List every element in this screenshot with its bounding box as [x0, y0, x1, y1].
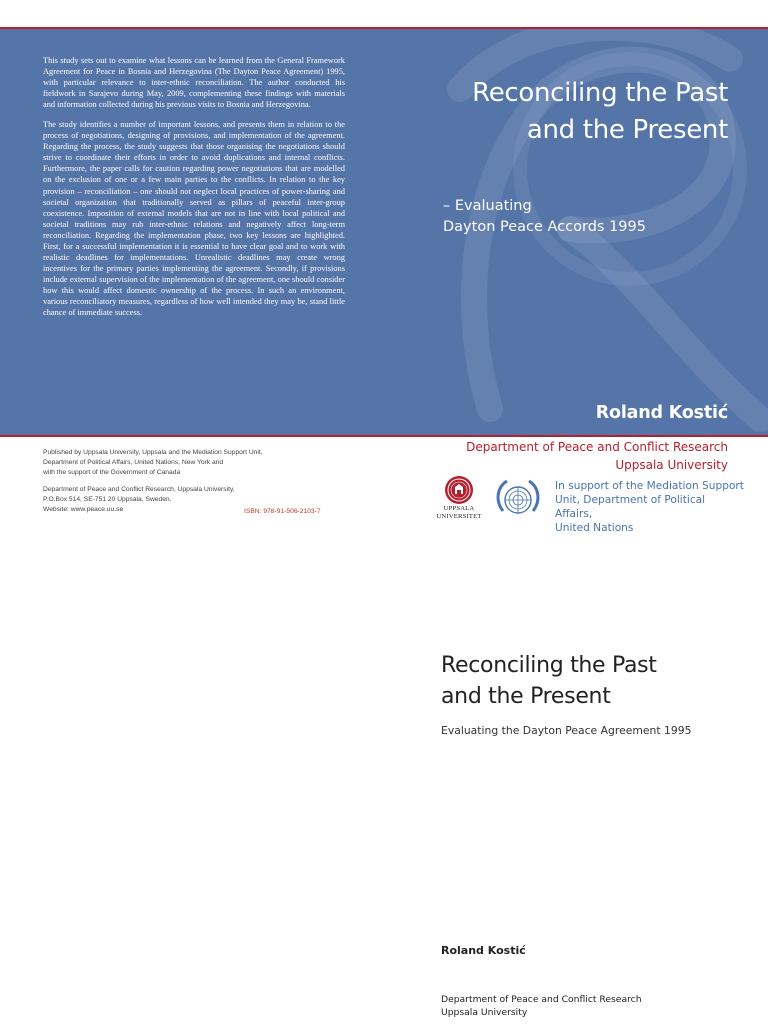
department-line: Uppsala University — [615, 457, 728, 472]
united-nations-emblem-icon — [491, 477, 545, 523]
support-line: In support of the Mediation Support — [555, 480, 744, 492]
cover-title-line: Reconciling the Past — [472, 78, 728, 108]
support-line: United Nations — [555, 522, 634, 534]
title-page-title — [441, 650, 741, 712]
uppsala-logo — [436, 475, 482, 521]
title-page-department — [441, 994, 642, 1019]
uppsala-logo-text: UNIVERSITET — [436, 513, 482, 520]
publisher-info — [43, 448, 343, 515]
title-page-title-line: Reconciling the Past — [441, 653, 657, 678]
cover-subtitle-line: – Evaluating — [443, 198, 532, 214]
cover-title-line: and the Present — [526, 115, 728, 145]
back-cover-abstract — [43, 55, 345, 318]
website-line: Website: www.peace.uu.se — [43, 506, 124, 513]
publisher-line: with the support of the Government of Canada — [43, 469, 181, 476]
band-bottom-rule — [0, 435, 768, 437]
support-line: Unit, Department of Political Affairs, — [555, 494, 706, 520]
department-line: Uppsala University — [441, 1006, 528, 1018]
title-page-author: Roland Kostić — [441, 944, 526, 957]
address-line: P.O.Box 514, SE-751 20 Uppsala, Sweden. — [43, 496, 172, 503]
publisher-line: Department of Political Affairs, United Nations, New York and — [43, 459, 224, 466]
publisher-line: Published by Uppsala University, Uppsala and the Mediation Support Unit, — [43, 449, 263, 456]
address-line: Department of Peace and Conflict Research, Uppsala University, — [43, 486, 235, 493]
title-page-title-line: and the Present — [441, 684, 611, 709]
cover-department — [466, 439, 728, 474]
uppsala-university-seal-icon — [444, 475, 474, 505]
cover-subtitle — [443, 196, 743, 238]
isbn: ISBN: 978-91-506-2103-7 — [244, 508, 321, 515]
abstract-paragraph: This study sets out to examine what lessons can be learned from the General Framework Agreement for Peace in Bosnia and Herzegovina (The Dayton Peace Agreement) 1995, with particular relevance to inter-ethnic reconciliation. The author conducted his fieldwork in Sarajevo during May, 2009, complementing these findings with materials and information collected during his previous visits to Bosnia and Herzegovina. — [43, 56, 345, 110]
cover-band — [0, 29, 768, 435]
title-page-subtitle: Evaluating the Dayton Peace Agreement 1995 — [441, 724, 692, 737]
cover-author: Roland Kostić — [595, 403, 728, 423]
abstract-paragraph: The study identifies a number of important lessons, and presents them in relation to the process of negotiations, designing of provisions, and implementation of the agreement. Regarding the process, the study suggests that those organising the negotiations should strive to coordinate their efforts in order to avoid duplications and internal conflicts. Furthermore, the paper calls for caution regarding power negotiations that are modelled on the exclusion of one or a few main parties to the conflicts. In relation to the key provision – reconciliation – one should not neglect local practices of power-sharing and societal organization that traditionally served as pillars of peaceful inter-group coexistence. Imposition of external models that are not in line with local political and societal traditions may rub inter-ethnic relations and negatively affect long-term reconciliation. Regarding the implementation phase, two key lessons are highlighted. First, for a successful implementation it is essential to have clear goal and to work with realistic deadlines for implementations. Unrealistic deadlines may create wrong incentives for the primary parties implementing the agreement. Secondly, if provisions include external supervision of the implementation of the agreement, one should consider how this would affect domestic ownership of the process. In such an environment, various reconciliatory measures, regardless of how well intended they may be, stand little chance of immediate success. — [43, 120, 345, 318]
un-support-text — [555, 479, 745, 535]
cover-subtitle-line: Dayton Peace Accords 1995 — [443, 219, 646, 235]
cover-title — [398, 75, 728, 149]
department-line: Department of Peace and Conflict Research — [466, 440, 728, 454]
department-line: Department of Peace and Conflict Research — [441, 994, 642, 1005]
uppsala-logo-text: UPPSALA — [443, 505, 475, 512]
